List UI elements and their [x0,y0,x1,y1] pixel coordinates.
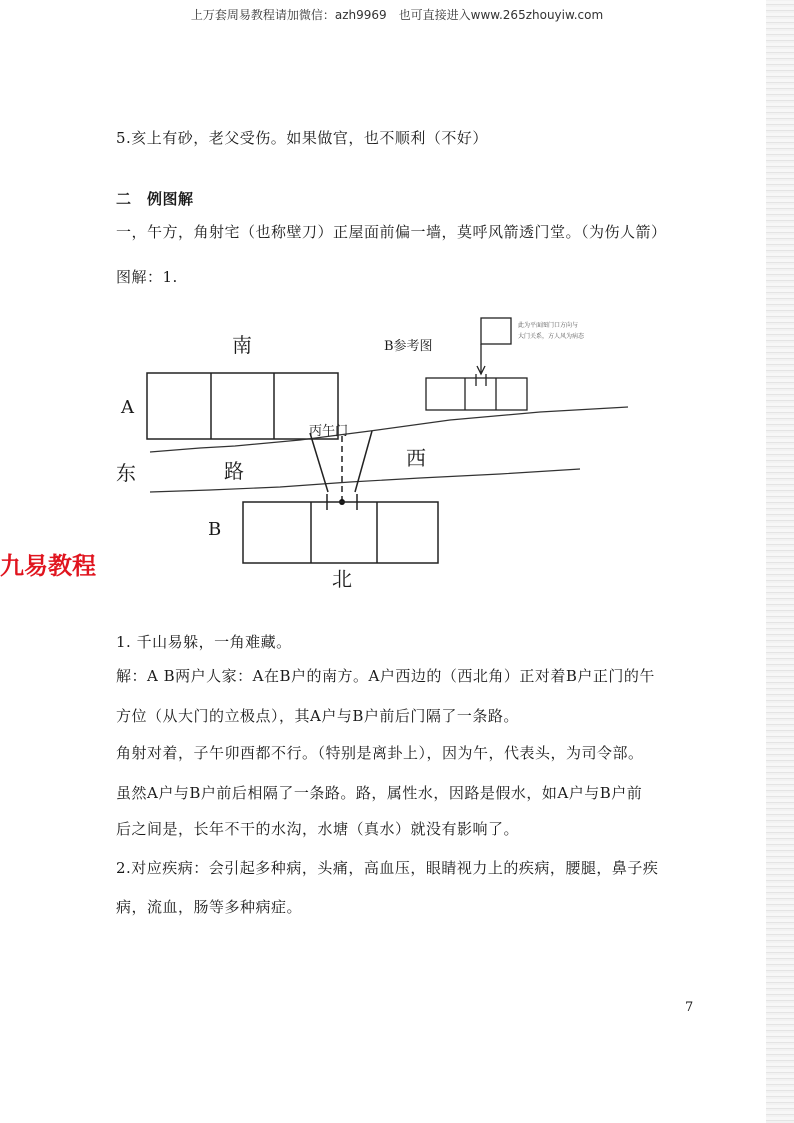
label-gate: 丙午门 [309,424,349,439]
text-line-1: 5.亥上有砂，老父受伤。如果做官，也不顺利（不好） [116,129,488,147]
text-line-4: 1. 千山易躲，一角难藏。 [116,633,292,651]
text-line-6: 方位（从大门的立极点），其A户与B户前后门隔了一条路。 [116,707,519,725]
text-line-9: 后之间是，长年不干的水沟，水塘（真水）就没有影响了。 [116,820,520,838]
text-line-3: 图解：1. [116,268,178,286]
label-reference: B参考图 [384,339,433,354]
section-heading: 二 例图解 [116,190,194,208]
text-line-10: 2.对应疾病：会引起多种病，头痛，高血压，眼睛视力上的疾病，腰腿，鼻子疾 [116,859,659,877]
page-header: 上万套周易教程请加微信：azh9969 也可直接进入www.265zhouyiw.com [190,8,604,22]
label-road: 路 [224,459,244,483]
text-line-5: 解：A B两户人家：A在B户的南方。A户西边的（西北角）正对着B户正门的午 [116,667,655,685]
road-lines [150,407,628,492]
reference-note-1: 此为平面图门口方向与 [518,322,579,329]
text-line-7: 角射对着，子午卯酉都不行。（特别是离卦上），因为午，代表头，为司令部。 [116,744,644,762]
text-line-8: 虽然A户与B户前后相隔了一条路。路，属性水，因路是假水，如A户与B户前 [116,784,643,802]
reference-note-2: 大门关系，方人风为病态 [518,333,585,340]
label-north: 北 [332,567,352,591]
page-number: 7 [685,1000,694,1015]
text-line-11: 病，流血，肠等多种病症。 [116,898,303,916]
watermark: 九易教程 [0,552,96,580]
reference-house [426,318,527,410]
label-house-b: B [208,519,222,540]
label-east: 东 [116,461,136,485]
label-west: 西 [406,446,426,470]
text-line-2: 一，午方，角射宅（也称壁刀）正屋面前偏一墙，莫呼风箭透门堂。（为伤人箭） [116,223,667,241]
scan-edge [766,0,794,1123]
label-south: 南 [232,333,252,357]
gate-wedge [310,431,372,500]
label-house-a: A [121,397,134,418]
